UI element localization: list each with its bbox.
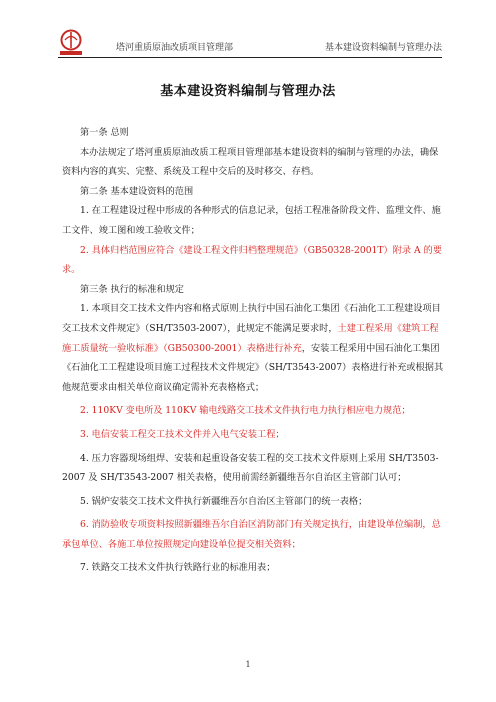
header-organization: 塔河重质原油改质项目管理部 [116,43,234,53]
section-3-item-1 [62,299,447,397]
section-3-item-2: 2. 110KV 变电所及 110KV 输电线路交工技术文件执行电力执行相应电力规范； [80,405,411,417]
page-header [58,29,442,57]
section-1-paragraph: 本办法规定了塔河重质原油改质工程项目管理部基本建设资料的编制与管理的办法，确保资料内容的真实、完整、系统及工程中交后的及时移交、存档。 [62,146,439,178]
section-2-heading: 第二条 基本建设资料的范围 [80,185,194,197]
section-3-item-5: 5. 锅炉安装交工技术文件执行新疆维吾尔自治区主管部门的统一表格； [80,495,368,507]
section-2-item-2: 2. 具体归档范围应符合《建设工程文件归档整理规范》（GB50328-2001T）附录 A 的要求。 [62,244,442,276]
item-1-text-a: 1. 本项目交工技术文件内容和格式原则上执行中国石油化工集团《石油化工工程建设项目交工技术文件规定》（SH/T3503-2007），此规定不能满足要求时， [62,303,441,334]
section-3-heading: 第三条 执行的标准和规定 [80,283,184,295]
section-2-item-1: 1. 在工程建设过程中形成的各种形式的信息记录，包括工程准备阶段文件、监理文件、施工文件、竣工图和竣工验收文件； [62,205,441,236]
section-3-item-3 [62,425,447,445]
section-3-item-6: 6. 消防验收专项资料按照新疆维吾尔自治区消防部门有关规定执行，由建设单位编制，总承包单位、各施工单位按照规定向建设单位提交相关资料； [62,519,441,550]
page-number: 1 [245,660,251,669]
item-3-text-b: 电气安装工程； [220,428,285,440]
section-3-item-4: 4. 压力容器现场组焊、安装和起重设备安装工程的交工技术文件原则上采用 SH/T3503-2007 及 SH/T3543-2007 相关表格，使用前需经新疆维吾尔自治区主管部门认可； [62,452,439,484]
item-3-text-a: 3. 电信安装工程交工技术文件并入 [80,428,221,440]
section-3-item-7: 7. 铁路交工技术文件执行铁路行业的标准用表； [80,562,276,574]
sinopec-logo [58,29,84,57]
header-divider [58,57,442,58]
item-1-text-c: ，安装工程采用中国石油化工集团《石油化工工程建设项目施工过程技术文件规定》（SH/T3543-2007）表格进行补充或根据其他规范要求由相关单位商议确定需补充表格格式； [62,342,444,393]
header-document-title: 基本建设资料编制与管理办法 [324,43,442,53]
section-1-heading: 第一条 总则 [80,127,129,138]
item-1-text-highlight: 土建工程采用《建筑工程施工质量统一验收标准》（GB50300-2001）表格进行补充 [62,322,439,354]
document-title: 基本建设资料编制与管理办法 [160,84,336,99]
document-body [62,123,447,578]
